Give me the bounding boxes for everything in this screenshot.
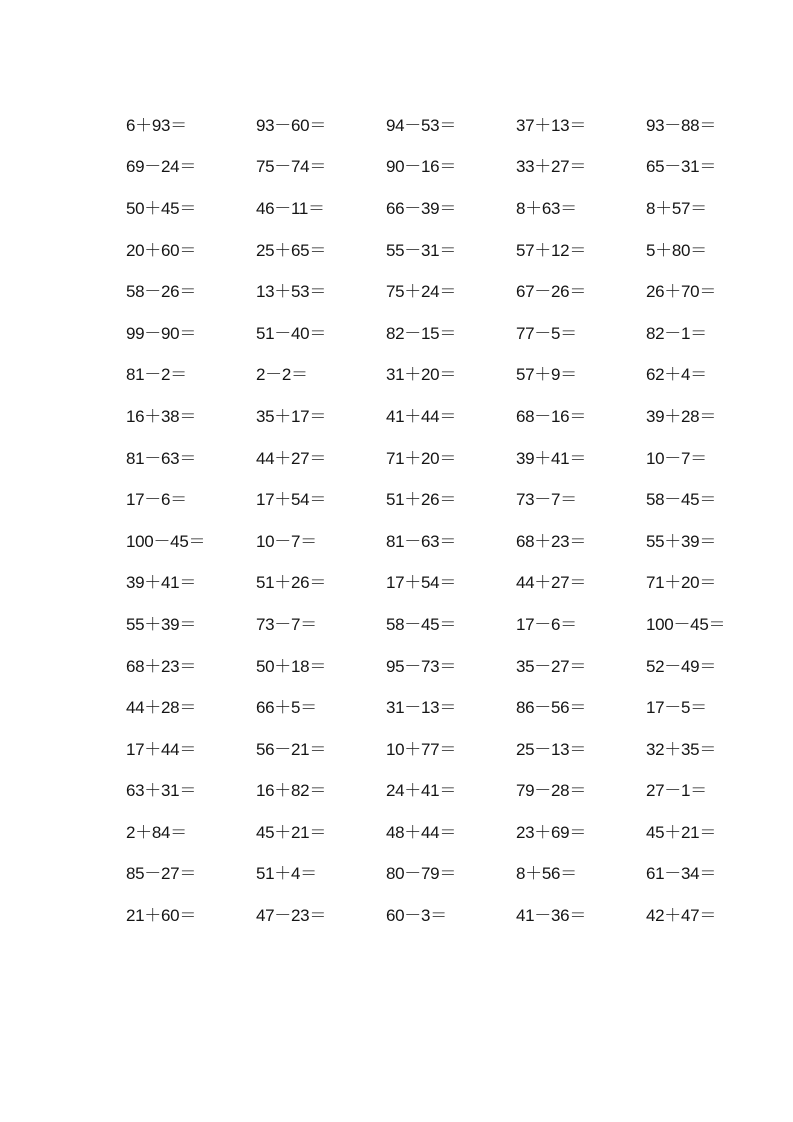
equation-item: 41－36＝ xyxy=(516,906,587,926)
equation-item: 68＋23＝ xyxy=(126,656,197,676)
equation-item: 94－53＝ xyxy=(386,115,457,135)
equation-item: 10＋77＝ xyxy=(386,739,457,759)
equation-item: 73－7＝ xyxy=(516,490,577,510)
equation-item: 44＋28＝ xyxy=(126,698,197,718)
equation-item: 2－2＝ xyxy=(256,365,308,385)
equation-item: 52－49＝ xyxy=(646,656,717,676)
equation-item: 37＋13＝ xyxy=(516,115,587,135)
equation-item: 48＋44＝ xyxy=(386,822,457,842)
equation-item: 68－16＝ xyxy=(516,406,587,426)
equation-row xyxy=(126,646,776,688)
equation-item: 16＋38＝ xyxy=(126,406,197,426)
equation-item: 58－45＝ xyxy=(386,614,457,634)
equation-item: 55＋39＝ xyxy=(126,614,197,634)
equation-item: 20＋60＝ xyxy=(126,240,197,260)
equation-item: 21＋60＝ xyxy=(126,906,197,926)
equation-item: 65－31＝ xyxy=(646,157,717,177)
equation-item: 51＋4＝ xyxy=(256,864,317,884)
equation-item: 47－23＝ xyxy=(256,906,327,926)
equation-item: 62＋4＝ xyxy=(646,365,707,385)
equation-item: 60－3＝ xyxy=(386,906,447,926)
equation-item: 61－34＝ xyxy=(646,864,717,884)
equation-row xyxy=(126,479,776,521)
equation-item: 10－7＝ xyxy=(256,531,317,551)
equation-row xyxy=(126,604,776,646)
equation-item: 79－28＝ xyxy=(516,781,587,801)
equation-item: 82－15＝ xyxy=(386,323,457,343)
equation-item: 80－79＝ xyxy=(386,864,457,884)
equation-item: 67－26＝ xyxy=(516,282,587,302)
equation-item: 17＋44＝ xyxy=(126,739,197,759)
equation-row xyxy=(126,355,776,397)
equation-item: 81－63＝ xyxy=(386,531,457,551)
equation-item: 39＋41＝ xyxy=(126,573,197,593)
equation-row xyxy=(126,812,776,854)
equation-item: 73－7＝ xyxy=(256,614,317,634)
equation-row xyxy=(126,313,776,355)
equation-item: 75＋24＝ xyxy=(386,282,457,302)
equation-item: 86－56＝ xyxy=(516,698,587,718)
equation-item: 17＋54＝ xyxy=(256,490,327,510)
equation-item: 45＋21＝ xyxy=(646,822,717,842)
equation-row xyxy=(126,271,776,313)
equation-item: 51－40＝ xyxy=(256,323,327,343)
equation-row xyxy=(126,396,776,438)
equation-item: 56－21＝ xyxy=(256,739,327,759)
equation-item: 17－6＝ xyxy=(126,490,187,510)
equation-item: 66＋5＝ xyxy=(256,698,317,718)
equation-item: 17－6＝ xyxy=(516,614,577,634)
equation-item: 32＋35＝ xyxy=(646,739,717,759)
equation-item: 13＋53＝ xyxy=(256,282,327,302)
equation-item: 17＋54＝ xyxy=(386,573,457,593)
equation-item: 44＋27＝ xyxy=(256,448,327,468)
equation-item: 8＋56＝ xyxy=(516,864,577,884)
equation-item: 51＋26＝ xyxy=(256,573,327,593)
equation-item: 63＋31＝ xyxy=(126,781,197,801)
equation-item: 33＋27＝ xyxy=(516,157,587,177)
equation-item: 82－1＝ xyxy=(646,323,707,343)
equation-item: 66－39＝ xyxy=(386,198,457,218)
equation-item: 77－5＝ xyxy=(516,323,577,343)
equation-row xyxy=(126,895,776,937)
equation-item: 71＋20＝ xyxy=(646,573,717,593)
equation-item: 90－16＝ xyxy=(386,157,457,177)
equation-item: 5＋80＝ xyxy=(646,240,707,260)
equation-item: 25－13＝ xyxy=(516,739,587,759)
equation-item: 42＋47＝ xyxy=(646,906,717,926)
equation-item: 50＋18＝ xyxy=(256,656,327,676)
equation-item: 8＋63＝ xyxy=(516,198,577,218)
equation-item: 8＋57＝ xyxy=(646,198,707,218)
equation-item: 41＋44＝ xyxy=(386,406,457,426)
equation-item: 27－1＝ xyxy=(646,781,707,801)
equation-item: 39＋41＝ xyxy=(516,448,587,468)
equation-item: 35＋17＝ xyxy=(256,406,327,426)
equation-row xyxy=(126,438,776,480)
equation-item: 25＋65＝ xyxy=(256,240,327,260)
equation-item: 55＋39＝ xyxy=(646,531,717,551)
equation-item: 6＋93＝ xyxy=(126,115,187,135)
equation-item: 95－73＝ xyxy=(386,656,457,676)
equation-row xyxy=(126,687,776,729)
equation-item: 99－90＝ xyxy=(126,323,197,343)
equation-item: 31＋20＝ xyxy=(386,365,457,385)
equation-item: 24＋41＝ xyxy=(386,781,457,801)
equation-item: 2＋84＝ xyxy=(126,822,187,842)
equation-item: 50＋45＝ xyxy=(126,198,197,218)
equation-row xyxy=(126,729,776,771)
equation-item: 57＋12＝ xyxy=(516,240,587,260)
equation-item: 45＋21＝ xyxy=(256,822,327,842)
equation-item: 100－45＝ xyxy=(126,531,206,551)
equation-item: 93－88＝ xyxy=(646,115,717,135)
equation-item: 81－63＝ xyxy=(126,448,197,468)
equation-row xyxy=(126,563,776,605)
equation-item: 100－45＝ xyxy=(646,614,726,634)
equation-item: 23＋69＝ xyxy=(516,822,587,842)
equation-row xyxy=(126,854,776,896)
equation-row xyxy=(126,188,776,230)
equation-item: 71＋20＝ xyxy=(386,448,457,468)
equation-item: 69－24＝ xyxy=(126,157,197,177)
equation-grid xyxy=(126,105,776,937)
equation-item: 58－45＝ xyxy=(646,490,717,510)
equation-row xyxy=(126,771,776,813)
equation-item: 26＋70＝ xyxy=(646,282,717,302)
equation-item: 44＋27＝ xyxy=(516,573,587,593)
equation-item: 68＋23＝ xyxy=(516,531,587,551)
equation-item: 57＋9＝ xyxy=(516,365,577,385)
equation-row xyxy=(126,521,776,563)
equation-item: 31－13＝ xyxy=(386,698,457,718)
equation-row xyxy=(126,230,776,272)
equation-item: 10－7＝ xyxy=(646,448,707,468)
equation-item: 51＋26＝ xyxy=(386,490,457,510)
equation-item: 93－60＝ xyxy=(256,115,327,135)
equation-item: 58－26＝ xyxy=(126,282,197,302)
equation-item: 17－5＝ xyxy=(646,698,707,718)
equation-row xyxy=(126,147,776,189)
equation-item: 16＋82＝ xyxy=(256,781,327,801)
equation-item: 85－27＝ xyxy=(126,864,197,884)
equation-item: 39＋28＝ xyxy=(646,406,717,426)
equation-row xyxy=(126,105,776,147)
equation-item: 46－11＝ xyxy=(256,198,325,218)
equation-item: 75－74＝ xyxy=(256,157,327,177)
equation-item: 35－27＝ xyxy=(516,656,587,676)
equation-item: 81－2＝ xyxy=(126,365,187,385)
equation-item: 55－31＝ xyxy=(386,240,457,260)
